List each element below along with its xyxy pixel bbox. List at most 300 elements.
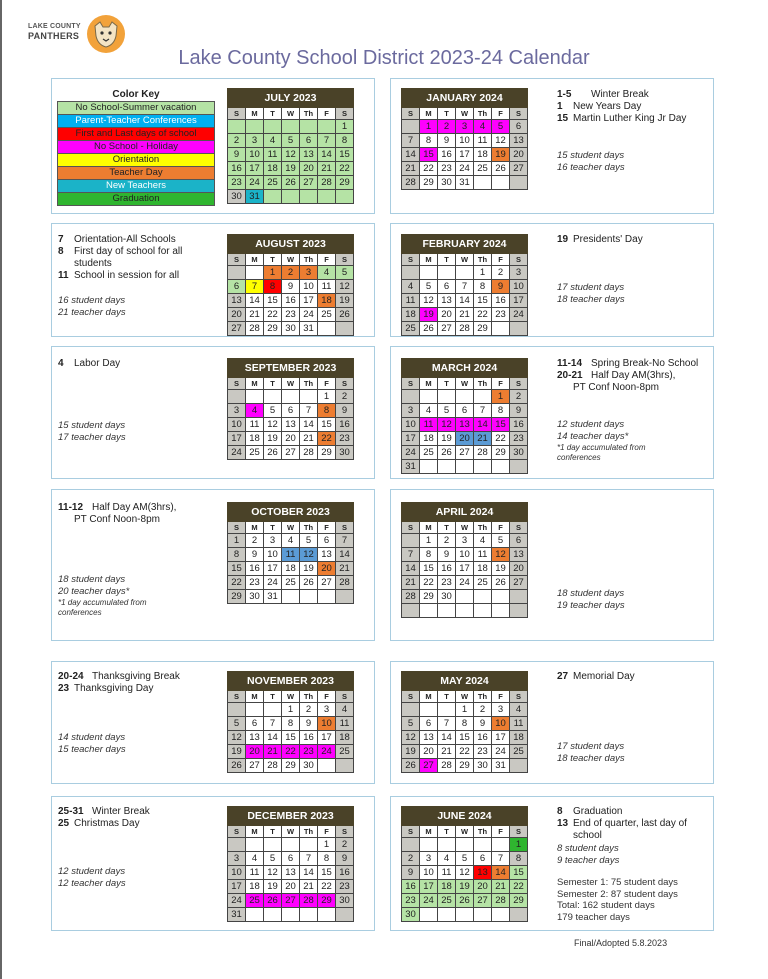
weekday-header: F <box>492 522 510 534</box>
january-notes <box>557 89 712 125</box>
empty-cell <box>438 390 456 404</box>
day-cell: 15 <box>264 294 282 308</box>
event-note <box>557 101 712 113</box>
day-cell: 5 <box>492 120 510 134</box>
weekday-header: T <box>264 522 282 534</box>
day-cell: 21 <box>438 745 456 759</box>
day-cell: 24 <box>456 162 474 176</box>
february-notes <box>557 234 712 246</box>
event-date: 20-24 <box>58 671 84 682</box>
day-cell: 3 <box>228 404 246 418</box>
empty-cell <box>402 604 420 618</box>
day-cell: 16 <box>336 418 354 432</box>
weekday-header: M <box>420 826 438 838</box>
day-cell: 8 <box>420 134 438 148</box>
weekday-header: M <box>420 378 438 390</box>
empty-cell <box>246 390 264 404</box>
day-cell: 22 <box>420 576 438 590</box>
calendar-november-2023 <box>227 671 354 773</box>
empty-cell <box>300 390 318 404</box>
day-cell: 23 <box>300 745 318 759</box>
empty-cell <box>402 266 420 280</box>
event-label: Half Day AM(3hrs), <box>591 370 676 381</box>
empty-cell <box>420 604 438 618</box>
weekday-header: S <box>402 522 420 534</box>
note-line: 19 teacher days <box>557 600 625 611</box>
month-title: JULY 2023 <box>228 89 354 108</box>
page-title: Lake County School District 2023-24 Calendar <box>178 47 590 69</box>
weekday-header: Th <box>474 378 492 390</box>
day-cell: 8 <box>282 717 300 731</box>
empty-cell <box>492 176 510 190</box>
month-title: JUNE 2024 <box>402 807 528 826</box>
day-cell: 31 <box>264 590 282 604</box>
day-cell: 23 <box>438 576 456 590</box>
event-label: Orientation-All Schools <box>74 234 176 245</box>
event-note <box>557 358 712 370</box>
day-cell: 12 <box>402 731 420 745</box>
day-cell: 26 <box>402 759 420 773</box>
empty-cell <box>318 590 336 604</box>
day-cell: 20 <box>282 880 300 894</box>
day-cell: 12 <box>336 280 354 294</box>
month-title: DECEMBER 2023 <box>228 807 354 826</box>
weekday-header: S <box>336 691 354 703</box>
day-cell: 3 <box>456 534 474 548</box>
empty-cell <box>510 176 528 190</box>
event-date: 8 <box>58 246 64 257</box>
note-line: 12 student days <box>58 866 126 877</box>
empty-cell <box>246 908 264 922</box>
empty-cell <box>336 908 354 922</box>
day-cell: 27 <box>510 162 528 176</box>
day-cell: 20 <box>474 880 492 894</box>
day-cell: 11 <box>318 280 336 294</box>
day-cell: 24 <box>228 446 246 460</box>
day-cell: 7 <box>300 852 318 866</box>
day-cell: 4 <box>264 134 282 148</box>
day-cell: 16 <box>402 880 420 894</box>
day-cell: 6 <box>282 852 300 866</box>
day-cell: 11 <box>282 548 300 562</box>
day-cell: 21 <box>300 880 318 894</box>
day-cell: 18 <box>420 432 438 446</box>
weekday-header: W <box>456 826 474 838</box>
weekday-header: F <box>492 378 510 390</box>
day-cell: 19 <box>492 148 510 162</box>
empty-cell <box>456 908 474 922</box>
day-cell: 13 <box>510 548 528 562</box>
day-cell: 22 <box>228 576 246 590</box>
day-cell: 21 <box>474 432 492 446</box>
empty-cell <box>474 908 492 922</box>
empty-cell <box>264 703 282 717</box>
day-cell: 24 <box>402 446 420 460</box>
day-cell: 31 <box>456 176 474 190</box>
day-cell: 9 <box>438 134 456 148</box>
day-cell: 16 <box>246 562 264 576</box>
day-cell: 21 <box>336 562 354 576</box>
note-line: 14 student days <box>58 732 126 743</box>
day-cell: 4 <box>336 703 354 717</box>
day-cell: 11 <box>402 294 420 308</box>
event-label: Half Day AM(3hrs), <box>92 502 177 513</box>
day-cell: 18 <box>282 562 300 576</box>
day-cell: 28 <box>402 176 420 190</box>
day-cell: 9 <box>336 404 354 418</box>
empty-cell <box>264 908 282 922</box>
day-cell: 23 <box>336 880 354 894</box>
empty-cell <box>318 322 336 336</box>
event-date: 7 <box>58 234 64 245</box>
event-note <box>58 258 218 270</box>
day-cell: 14 <box>300 418 318 432</box>
weekday-header: W <box>456 522 474 534</box>
day-cell: 5 <box>420 280 438 294</box>
note-line: 15 student days <box>58 420 126 431</box>
day-cell: 14 <box>456 294 474 308</box>
day-cell: 14 <box>318 148 336 162</box>
weekday-header: W <box>456 691 474 703</box>
day-cell: 28 <box>402 590 420 604</box>
day-cell: 24 <box>318 745 336 759</box>
day-cell: 14 <box>246 294 264 308</box>
event-date: 19 <box>557 234 569 245</box>
note-line: 18 student days <box>557 588 625 599</box>
weekday-header: Th <box>474 522 492 534</box>
day-cell: 29 <box>510 894 528 908</box>
day-cell: 14 <box>336 548 354 562</box>
weekday-header: T <box>264 826 282 838</box>
day-cell: 19 <box>228 745 246 759</box>
empty-cell <box>282 908 300 922</box>
september-day-counts <box>58 420 126 444</box>
weekday-header: M <box>246 691 264 703</box>
day-cell: 9 <box>474 717 492 731</box>
day-cell: 25 <box>318 308 336 322</box>
day-cell: 25 <box>474 576 492 590</box>
day-cell: 13 <box>282 866 300 880</box>
day-cell: 9 <box>282 280 300 294</box>
day-cell: 31 <box>228 908 246 922</box>
october-day-counts <box>58 574 129 598</box>
day-cell: 21 <box>246 308 264 322</box>
event-note <box>58 270 218 282</box>
event-date: 11-12 <box>58 502 84 513</box>
weekday-header: S <box>228 522 246 534</box>
day-cell: 20 <box>282 432 300 446</box>
day-cell: 11 <box>438 866 456 880</box>
day-cell: 19 <box>300 562 318 576</box>
day-cell: 29 <box>420 176 438 190</box>
note-line: 16 student days <box>58 295 126 306</box>
weekday-header: S <box>228 254 246 266</box>
day-cell: 23 <box>282 308 300 322</box>
calendar-june-2024 <box>401 806 528 922</box>
day-cell: 11 <box>336 717 354 731</box>
day-cell: 1 <box>420 534 438 548</box>
calendar-january-2024 <box>401 88 528 190</box>
weekday-header: S <box>402 378 420 390</box>
empty-cell <box>420 908 438 922</box>
event-label: Winter Break <box>92 806 150 817</box>
empty-cell <box>492 322 510 336</box>
day-cell: 27 <box>510 576 528 590</box>
empty-cell <box>420 460 438 474</box>
empty-cell <box>246 120 264 134</box>
day-cell: 17 <box>456 562 474 576</box>
day-cell: 30 <box>474 759 492 773</box>
day-cell: 15 <box>420 562 438 576</box>
empty-cell <box>300 908 318 922</box>
day-cell: 23 <box>438 162 456 176</box>
day-cell: 6 <box>420 717 438 731</box>
empty-cell <box>510 590 528 604</box>
day-cell: 16 <box>438 148 456 162</box>
day-cell: 6 <box>282 404 300 418</box>
day-cell: 9 <box>228 148 246 162</box>
day-cell: 7 <box>402 134 420 148</box>
day-cell: 11 <box>246 866 264 880</box>
note-line: 17 student days <box>557 741 625 752</box>
empty-cell <box>246 266 264 280</box>
empty-cell <box>264 120 282 134</box>
day-cell: 11 <box>246 418 264 432</box>
day-cell: 18 <box>246 880 264 894</box>
day-cell: 15 <box>420 148 438 162</box>
day-cell: 3 <box>264 534 282 548</box>
weekday-header: S <box>336 108 354 120</box>
day-cell: 14 <box>438 731 456 745</box>
event-note <box>557 830 712 842</box>
event-label: students <box>74 258 112 269</box>
day-cell: 23 <box>492 308 510 322</box>
event-date: 8 <box>557 806 563 817</box>
day-cell: 21 <box>318 162 336 176</box>
day-cell: 2 <box>246 534 264 548</box>
day-cell: 1 <box>228 534 246 548</box>
day-cell: 26 <box>420 322 438 336</box>
day-cell: 19 <box>402 745 420 759</box>
day-cell: 15 <box>318 866 336 880</box>
day-cell: 18 <box>264 162 282 176</box>
day-cell: 12 <box>264 418 282 432</box>
day-cell: 10 <box>402 418 420 432</box>
day-cell: 11 <box>420 418 438 432</box>
event-note <box>557 113 712 125</box>
event-note <box>557 818 712 830</box>
empty-cell <box>318 759 336 773</box>
weekday-header: S <box>402 826 420 838</box>
day-cell: 29 <box>264 322 282 336</box>
empty-cell <box>438 703 456 717</box>
day-cell: 26 <box>228 759 246 773</box>
note-line: 21 teacher days <box>58 307 126 318</box>
note-line: Semester 1: 75 student days <box>557 877 678 888</box>
day-cell: 2 <box>510 390 528 404</box>
weekday-header: S <box>510 108 528 120</box>
empty-cell <box>300 120 318 134</box>
day-cell: 20 <box>438 308 456 322</box>
month-title: AUGUST 2023 <box>228 235 354 254</box>
day-cell: 18 <box>474 562 492 576</box>
empty-cell <box>474 176 492 190</box>
day-cell: 21 <box>300 432 318 446</box>
day-cell: 25 <box>246 446 264 460</box>
day-cell: 4 <box>474 534 492 548</box>
panel-september <box>51 346 375 479</box>
weekday-header: Th <box>300 522 318 534</box>
january-day-counts <box>557 150 625 174</box>
day-cell: 20 <box>318 562 336 576</box>
day-cell: 11 <box>264 148 282 162</box>
day-cell: 10 <box>264 548 282 562</box>
day-cell: 26 <box>282 176 300 190</box>
day-cell: 16 <box>336 866 354 880</box>
day-cell: 11 <box>474 134 492 148</box>
day-cell: 4 <box>474 120 492 134</box>
day-cell: 23 <box>402 894 420 908</box>
day-cell: 29 <box>282 759 300 773</box>
event-note <box>557 89 712 101</box>
event-label: Martin Luther King Jr Day <box>573 113 687 124</box>
empty-cell <box>456 590 474 604</box>
weekday-header: M <box>246 378 264 390</box>
day-cell: 21 <box>456 308 474 322</box>
day-cell: 29 <box>492 446 510 460</box>
april-day-counts <box>557 588 625 612</box>
panel-october <box>51 489 375 641</box>
day-cell: 8 <box>420 548 438 562</box>
panel-march <box>390 346 714 479</box>
event-label: PT Conf Noon-8pm <box>74 514 160 525</box>
day-cell: 6 <box>318 534 336 548</box>
day-cell: 15 <box>318 418 336 432</box>
empty-cell <box>282 838 300 852</box>
day-cell: 20 <box>510 148 528 162</box>
month-title: JANUARY 2024 <box>402 89 528 108</box>
day-cell: 26 <box>300 576 318 590</box>
month-title: APRIL 2024 <box>402 503 528 522</box>
day-cell: 25 <box>264 176 282 190</box>
day-cell: 30 <box>402 908 420 922</box>
february-day-counts <box>557 282 625 306</box>
day-cell: 25 <box>402 322 420 336</box>
day-cell: 4 <box>510 703 528 717</box>
calendar-october-2023 <box>227 502 354 604</box>
event-note <box>58 358 218 370</box>
event-note <box>557 806 712 818</box>
day-cell: 21 <box>492 880 510 894</box>
day-cell: 14 <box>492 866 510 880</box>
event-label: school <box>573 830 602 841</box>
note-line: 16 teacher days <box>557 162 625 173</box>
day-cell: 16 <box>474 731 492 745</box>
august-day-counts <box>58 295 126 319</box>
day-cell: 16 <box>228 162 246 176</box>
day-cell: 30 <box>438 176 456 190</box>
day-cell: 8 <box>264 280 282 294</box>
may-day-counts <box>557 741 625 765</box>
empty-cell <box>402 390 420 404</box>
weekday-header: Th <box>474 826 492 838</box>
day-cell: 24 <box>420 894 438 908</box>
event-date: 20-21 <box>557 370 583 381</box>
empty-cell <box>438 838 456 852</box>
day-cell: 17 <box>456 148 474 162</box>
color-key-item: First and Last days of school <box>57 128 215 141</box>
empty-cell <box>420 390 438 404</box>
event-date: 13 <box>557 818 569 829</box>
day-cell: 13 <box>456 418 474 432</box>
day-cell: 19 <box>264 880 282 894</box>
august-notes <box>58 234 218 282</box>
day-cell: 13 <box>510 134 528 148</box>
event-label: Presidents' Day <box>573 234 643 245</box>
empty-cell <box>438 908 456 922</box>
note-line: 18 teacher days <box>557 753 625 764</box>
empty-cell <box>228 838 246 852</box>
empty-cell <box>228 120 246 134</box>
weekday-header: S <box>228 826 246 838</box>
day-cell: 2 <box>474 703 492 717</box>
day-cell: 1 <box>456 703 474 717</box>
day-cell: 20 <box>456 432 474 446</box>
day-cell: 28 <box>300 894 318 908</box>
day-cell: 15 <box>492 418 510 432</box>
event-label: School in session for all <box>74 270 180 281</box>
weekday-header: T <box>264 254 282 266</box>
day-cell: 27 <box>438 322 456 336</box>
event-date: 4 <box>58 358 64 369</box>
day-cell: 31 <box>402 460 420 474</box>
day-cell: 8 <box>318 852 336 866</box>
note-line: *1 day accumulated from <box>557 443 646 452</box>
weekday-header: M <box>246 826 264 838</box>
day-cell: 14 <box>300 866 318 880</box>
day-cell: 6 <box>246 717 264 731</box>
day-cell: 6 <box>300 134 318 148</box>
day-cell: 4 <box>420 404 438 418</box>
day-cell: 22 <box>456 745 474 759</box>
empty-cell <box>510 759 528 773</box>
september-notes <box>58 358 218 370</box>
day-cell: 27 <box>228 322 246 336</box>
day-cell: 29 <box>318 446 336 460</box>
day-cell: 29 <box>336 176 354 190</box>
day-cell: 2 <box>402 852 420 866</box>
color-key-item: Orientation <box>57 154 215 167</box>
day-cell: 1 <box>510 838 528 852</box>
day-cell: 29 <box>228 590 246 604</box>
weekday-header: W <box>282 108 300 120</box>
day-cell: 19 <box>336 294 354 308</box>
day-cell: 11 <box>510 717 528 731</box>
color-key-item: Teacher Day <box>57 167 215 180</box>
day-cell: 8 <box>228 548 246 562</box>
day-cell: 18 <box>318 294 336 308</box>
weekday-header: Th <box>300 108 318 120</box>
day-cell: 25 <box>438 894 456 908</box>
event-note <box>58 671 218 683</box>
weekday-header: Th <box>474 108 492 120</box>
day-cell: 24 <box>456 576 474 590</box>
weekday-header: M <box>420 108 438 120</box>
day-cell: 26 <box>492 576 510 590</box>
note-line: 15 student days <box>557 150 625 161</box>
day-cell: 1 <box>492 390 510 404</box>
december-notes <box>58 806 218 830</box>
